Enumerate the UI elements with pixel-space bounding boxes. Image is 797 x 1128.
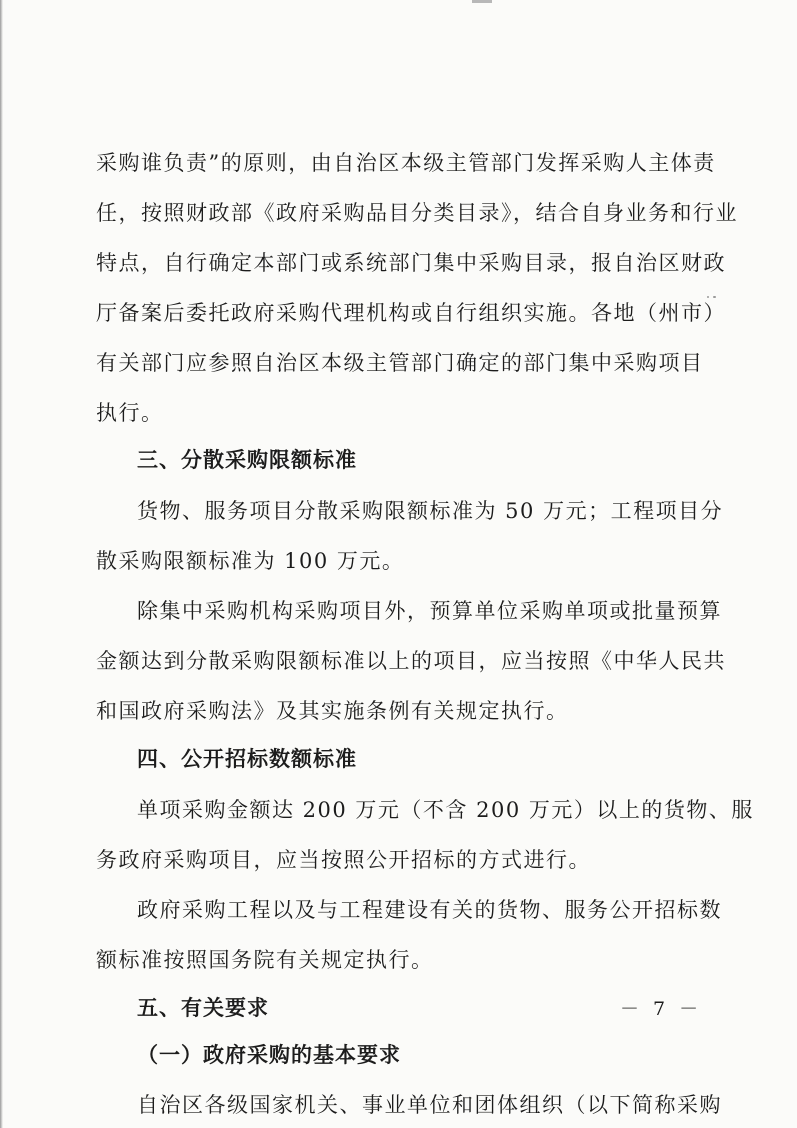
scan-edge: [0, 0, 3, 1128]
paragraph-line: 货物、服务项目分散采购限额标准为 50 万元；工程项目分: [137, 499, 724, 523]
paragraph-line: 金额达到分散采购限额标准以上的项目，应当按照《中华人民共: [96, 649, 726, 673]
section-heading-5: 五、有关要求: [137, 996, 269, 1020]
paragraph-line: 采购谁负责”的原则，由自治区本级主管部门发挥采购人主体责: [96, 151, 716, 175]
subsection-heading-1: （一）政府采购的基本要求: [137, 1042, 401, 1067]
section-heading-3: 三、分散采购限额标准: [137, 448, 357, 472]
paragraph-line: 政府采购工程以及与工程建设有关的货物、服务公开招标数: [137, 898, 722, 922]
paragraph-line: 和国政府采购法》及其实施条例有关规定执行。: [96, 699, 569, 723]
paragraph-line: 额标准按照国务院有关规定执行。: [96, 948, 434, 972]
paragraph-line: 单项采购金额达 200 万元（不含 200 万元）以上的货物、服: [137, 798, 754, 822]
paragraph-line: 任，按照财政部《政府采购品目分类目录》，结合自身业务和行业: [96, 201, 738, 225]
page-number: － 7 －: [620, 998, 703, 1020]
paragraph-line: 厅备案后委托政府采购代理机构或自行组织实施。各地（州市）: [96, 301, 726, 325]
scan-mark: [472, 0, 492, 3]
paragraph-line: 务政府采购项目，应当按照公开招标的方式进行。: [96, 848, 591, 872]
section-heading-4: 四、公开招标数额标准: [137, 747, 357, 771]
paragraph-line: 除集中采购机构采购项目外，预算单位采购单项或批量预算: [137, 599, 722, 623]
scan-speck: [713, 296, 716, 298]
paragraph-line: 自治区各级国家机关、事业单位和团体组织（以下简称采购: [137, 1093, 722, 1117]
scan-speck: [707, 296, 709, 298]
paragraph-line: 特点，自行确定本部门或系统部门集中采购目录，报自治区财政: [96, 251, 726, 275]
paragraph-line: 执行。: [96, 401, 164, 425]
paragraph-line: 散采购限额标准为 100 万元。: [96, 549, 405, 573]
paragraph-line: 有关部门应参照自治区本级主管部门确定的部门集中采购项目: [96, 351, 704, 375]
